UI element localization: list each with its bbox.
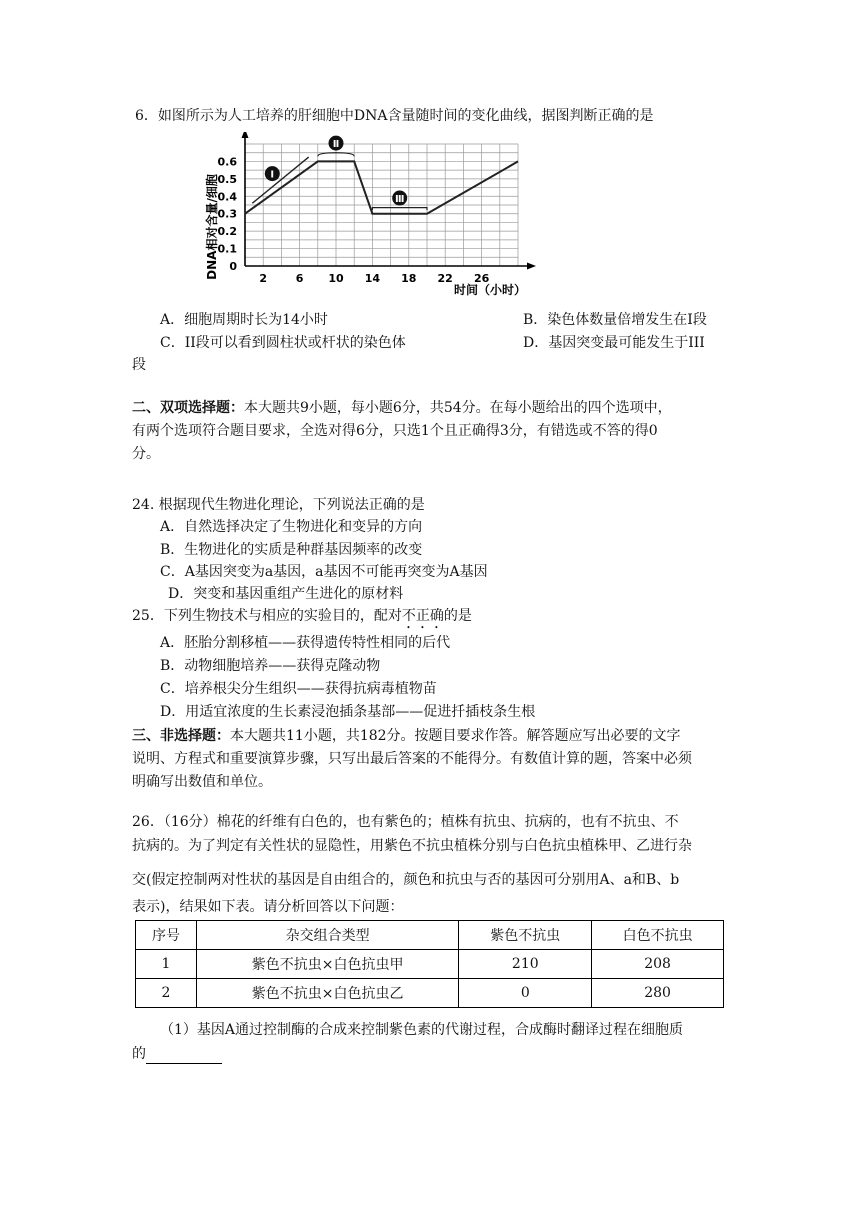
q26-line1: 26．（16分）棉花的纤维有白色的，也有紫色的；植株有抗虫、抗病的，也有不抗虫、不 (132, 814, 679, 830)
q25-option-d: D．用适宜浓度的生长素浸泡插条基部——促进扦插枝条生根 (160, 704, 536, 720)
x-axis-arrow (527, 263, 536, 270)
q6-option-d-cont: 段 (132, 357, 146, 373)
q26-sub1-line1: （1）基因A通过控制酶的合成来控制紫色素的代谢过程，合成酶时翻译过程在细胞质 (160, 1022, 684, 1038)
table-header-cell: 紫色不抗虫 (459, 921, 592, 950)
y-tick-label: 0.4 (217, 190, 237, 204)
table-cell: 1 (136, 950, 197, 979)
chart-grid (245, 144, 518, 266)
y-tick-label: 0.1 (217, 242, 237, 256)
section3-line1 (132, 726, 681, 746)
table-cell: 紫色不抗虫×白色抗虫甲 (196, 950, 459, 979)
y-tick-label: 0.6 (217, 155, 237, 169)
q25-option-a: A．胚胎分割移植——获得遗传特性相同的后代 (160, 635, 451, 651)
q26-sub1-line2 (132, 1044, 222, 1064)
table-header-cell: 序号 (136, 921, 197, 950)
q24-stem: 24. 根据现代生物进化理论，下列说法正确的是 (132, 497, 425, 513)
section3-line2: 说明、方程式和重要演算步骤，只写出最后答案的不能得分。有数值计算的题，答案中必须 (132, 751, 692, 767)
y-tick-label: 0.2 (217, 225, 237, 239)
table-cell: 0 (459, 979, 592, 1008)
x-tick-label: 14 (364, 272, 381, 285)
q26-sub1-line2-text: 的 (132, 1046, 146, 1062)
table-cell: 紫色不抗虫×白色抗虫乙 (196, 979, 459, 1008)
section3-line3: 明确写出数值和单位。 (132, 774, 272, 790)
y-axis-label: DNA相对含量/细胞 (205, 174, 219, 280)
table-cell: 208 (592, 950, 724, 979)
y-tick-label: 0 (229, 260, 237, 273)
cross-results-table (135, 920, 724, 1008)
q25-option-c: C．培养根尖分生组织——获得抗病毒植物苗 (160, 681, 437, 697)
q25-stem-emphasis: 不正确 (401, 608, 444, 624)
section2-line2: 有两个选项符合题目要求，全选对得6分，只选1个且正确得3分，有错选或不答的得0 (132, 423, 658, 439)
segment-label: Ⅰ (270, 169, 275, 181)
x-tick-label: 10 (328, 272, 344, 285)
y-axis-arrow (242, 132, 249, 138)
q24-option-d: D．突变和基因重组产生进化的原材料 (168, 586, 404, 602)
q6-option-c: C．II段可以看到圆柱状或杆状的染色体 (160, 335, 406, 351)
x-tick-label: 18 (401, 272, 417, 285)
section2-header: 二、双项选择题： (132, 400, 244, 416)
x-axis-label: 时间（小时） (453, 283, 527, 297)
q6-option-d: D．基因突变最可能发生于III (523, 335, 705, 351)
q26-line2: 抗病的。为了判定有关性状的显隐性，用紫色不抗虫植株分别与白色抗虫植株甲、乙进行杂 (132, 838, 692, 854)
table-row (136, 979, 724, 1008)
answer-blank[interactable] (146, 1048, 222, 1064)
segment-label: Ⅲ (394, 194, 405, 206)
table-header-row (136, 921, 724, 950)
table-cell: 210 (459, 950, 592, 979)
q24-option-a: A．自然选择决定了生物进化和变异的方向 (160, 519, 423, 535)
table-header-cell: 杂交组合类型 (196, 921, 459, 950)
q25-option-b: B．动物细胞培养——获得克隆动物 (160, 658, 381, 674)
table-row (136, 950, 724, 979)
x-tick-label: 2 (259, 272, 268, 285)
section2-line3: 分。 (132, 446, 160, 462)
segment-iii-bracket (372, 208, 427, 211)
q24-option-b: B．生物进化的实质是种群基因频率的改变 (160, 542, 423, 558)
x-tick-label: 6 (295, 272, 304, 285)
segment-label: Ⅱ (332, 139, 340, 151)
section2-line1 (132, 398, 672, 418)
q6-option-a: A．细胞周期时长为14小时 (160, 312, 328, 328)
segment-labels (252, 136, 427, 211)
q26-line3: 交(假定控制两对性状的基因是自由组合的，颜色和抗虫与否的基因可分别用A、a和B、b (132, 872, 680, 888)
table-cell: 280 (592, 979, 724, 1008)
section3-body1: 本大题共11小题，共182分。按题目要求作答。解答题应写出必要的文字 (230, 728, 681, 744)
y-tick-labels (218, 155, 238, 273)
q25-stem (132, 606, 472, 632)
x-tick-label: 22 (437, 272, 453, 285)
y-tick-label: 0.5 (217, 172, 237, 186)
q25-stem-post: 的是 (443, 608, 472, 624)
y-tick-label: 0.3 (217, 207, 237, 221)
table-header-cell: 白色不抗虫 (592, 921, 724, 950)
q6-stem: 6．如图所示为人工培养的肝细胞中DNA含量随时间的变化曲线，据图判断正确的是 (135, 108, 654, 124)
q24-option-c: C．A基因突变为a基因，a基因不可能再突变为A基因 (160, 564, 488, 580)
table-cell: 2 (136, 979, 197, 1008)
q25-stem-pre: 25．下列生物技术与相应的实验目的，配对 (132, 608, 402, 624)
dna-content-chart (200, 132, 545, 304)
q6-option-b: B．染色体数量倍增发生在Ⅰ段 (523, 312, 707, 328)
x-tick-label: 26 (473, 272, 490, 285)
section3-header: 三、非选择题： (132, 728, 230, 744)
q26-line4: 表示)，结果如下表。请分析回答以下问题： (132, 899, 404, 915)
section2-body1: 本大题共9小题，每小题6分，共54分。在每小题给出的四个选项中， (244, 400, 672, 416)
